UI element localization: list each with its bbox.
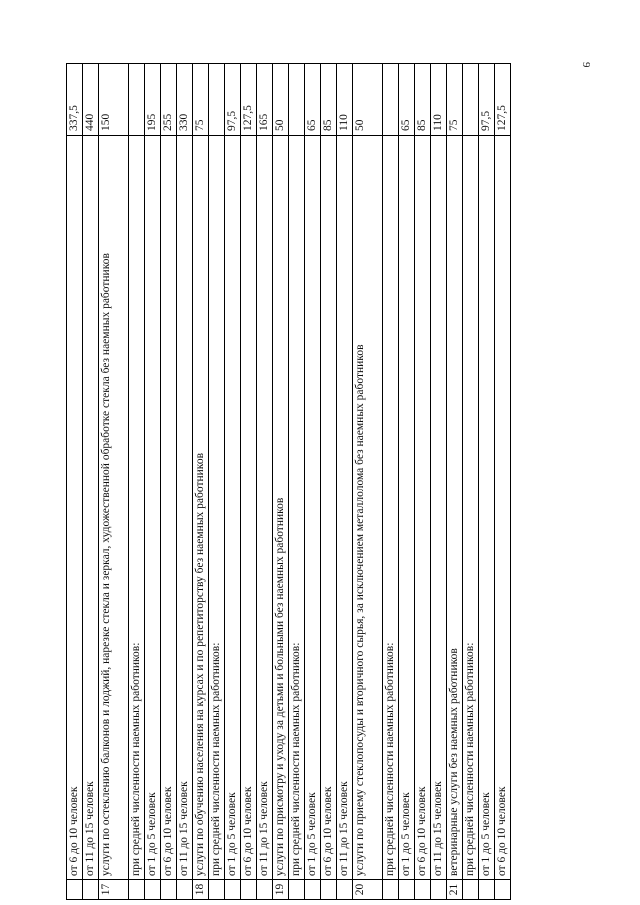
row-value-cell <box>383 64 399 136</box>
row-value-cell: 127,5 <box>495 64 511 136</box>
table-row <box>129 64 145 900</box>
table-row <box>305 64 321 900</box>
table-row <box>145 64 161 900</box>
row-number-cell: 21 <box>447 880 463 900</box>
row-text-cell: от 1 до 5 человек <box>399 136 415 880</box>
row-value-cell: 150 <box>99 64 129 136</box>
row-number-cell <box>415 880 431 900</box>
row-number-cell <box>479 880 495 900</box>
row-value-cell <box>209 64 225 136</box>
table-row <box>83 64 99 900</box>
page-number: 9 <box>580 62 592 68</box>
table-row <box>99 64 129 900</box>
table-row <box>225 64 241 900</box>
table-row <box>321 64 337 900</box>
row-number-cell <box>305 880 321 900</box>
table-row <box>257 64 273 900</box>
row-value-cell: 50 <box>353 64 383 136</box>
row-value-cell: 127,5 <box>241 64 257 136</box>
row-number-cell <box>129 880 145 900</box>
row-text-cell: от 1 до 5 человек <box>145 136 161 880</box>
row-value-cell: 75 <box>447 64 463 136</box>
table-row <box>463 64 479 900</box>
row-number-cell <box>241 880 257 900</box>
row-text-cell: от 11 до 15 человек <box>83 136 99 880</box>
table-row <box>177 64 193 900</box>
row-value-cell: 50 <box>273 64 289 136</box>
row-text-cell: от 6 до 10 человек <box>161 136 177 880</box>
tariff-table <box>66 63 511 900</box>
row-text-cell: от 11 до 15 человек <box>337 136 353 880</box>
row-text-cell: от 6 до 10 человек <box>241 136 257 880</box>
row-number-cell <box>321 880 337 900</box>
row-number-cell <box>337 880 353 900</box>
row-value-cell: 110 <box>431 64 447 136</box>
tariff-table-body <box>67 64 511 900</box>
row-number-cell: 17 <box>99 880 129 900</box>
row-text-cell: от 11 до 15 человек <box>431 136 447 880</box>
row-text-cell: при средней численности наемных работников: <box>463 136 479 880</box>
row-number-cell <box>257 880 273 900</box>
table-row <box>383 64 399 900</box>
row-text-cell: при средней численности наемных работников: <box>289 136 305 880</box>
row-number-cell <box>383 880 399 900</box>
row-number-cell: 18 <box>193 880 209 900</box>
row-number-cell <box>495 880 511 900</box>
row-value-cell: 85 <box>321 64 337 136</box>
row-number-cell <box>289 880 305 900</box>
row-number-cell: 20 <box>353 880 383 900</box>
row-number-cell <box>209 880 225 900</box>
row-text-cell: услуги по обучению населения на курсах и по репетиторству без наемных работников <box>193 136 209 880</box>
row-number-cell <box>463 880 479 900</box>
row-value-cell: 75 <box>193 64 209 136</box>
row-value-cell: 85 <box>415 64 431 136</box>
rotated-table-container <box>66 64 574 900</box>
row-value-cell: 65 <box>305 64 321 136</box>
row-number-cell <box>177 880 193 900</box>
row-text-cell: от 11 до 15 человек <box>177 136 193 880</box>
row-value-cell: 165 <box>257 64 273 136</box>
row-number-cell <box>399 880 415 900</box>
row-text-cell: от 6 до 10 человек <box>67 136 83 880</box>
row-text-cell: от 11 до 15 человек <box>257 136 273 880</box>
row-text-cell: от 1 до 5 человек <box>305 136 321 880</box>
row-number-cell: 19 <box>273 880 289 900</box>
row-value-cell <box>289 64 305 136</box>
row-value-cell: 97,5 <box>479 64 495 136</box>
row-value-cell: 97,5 <box>225 64 241 136</box>
row-value-cell: 65 <box>399 64 415 136</box>
row-value-cell: 255 <box>161 64 177 136</box>
table-row <box>161 64 177 900</box>
table-row <box>479 64 495 900</box>
table-row <box>241 64 257 900</box>
table-row <box>337 64 353 900</box>
table-row <box>353 64 383 900</box>
table-row <box>273 64 289 900</box>
row-text-cell: ветеринарные услуги без наемных работников <box>447 136 463 880</box>
row-value-cell <box>463 64 479 136</box>
row-value-cell: 330 <box>177 64 193 136</box>
row-text-cell: услуги по остеклению балконов и лоджий, нарезке стекла и зеркал, художественной обработке стекла без наемных работников <box>99 136 129 880</box>
row-number-cell <box>67 880 83 900</box>
row-text-cell: при средней численности наемных работников: <box>209 136 225 880</box>
row-value-cell: 440 <box>83 64 99 136</box>
row-text-cell: при средней численности наемных работников: <box>383 136 399 880</box>
table-row <box>431 64 447 900</box>
row-text-cell: от 1 до 5 человек <box>479 136 495 880</box>
row-number-cell <box>83 880 99 900</box>
table-row <box>209 64 225 900</box>
table-row <box>289 64 305 900</box>
table-row <box>415 64 431 900</box>
row-value-cell: 195 <box>145 64 161 136</box>
table-row <box>399 64 415 900</box>
row-value-cell: 337,5 <box>67 64 83 136</box>
row-value-cell: 110 <box>337 64 353 136</box>
row-number-cell <box>145 880 161 900</box>
row-number-cell <box>431 880 447 900</box>
table-row <box>67 64 83 900</box>
row-value-cell <box>129 64 145 136</box>
row-text-cell: от 6 до 10 человек <box>495 136 511 880</box>
row-text-cell: услуги по присмотру и уходу за детьми и больными без наемных работников <box>273 136 289 880</box>
table-row <box>193 64 209 900</box>
table-row <box>495 64 511 900</box>
row-text-cell: от 6 до 10 человек <box>321 136 337 880</box>
row-number-cell <box>161 880 177 900</box>
row-text-cell: при средней численности наемных работников: <box>129 136 145 880</box>
row-text-cell: от 1 до 5 человек <box>225 136 241 880</box>
row-text-cell: услуги по приему стеклопосуды и вторичного сырья, за исключением металлолома без наемных работников <box>353 136 383 880</box>
row-number-cell <box>225 880 241 900</box>
row-text-cell: от 6 до 10 человек <box>415 136 431 880</box>
table-row <box>447 64 463 900</box>
